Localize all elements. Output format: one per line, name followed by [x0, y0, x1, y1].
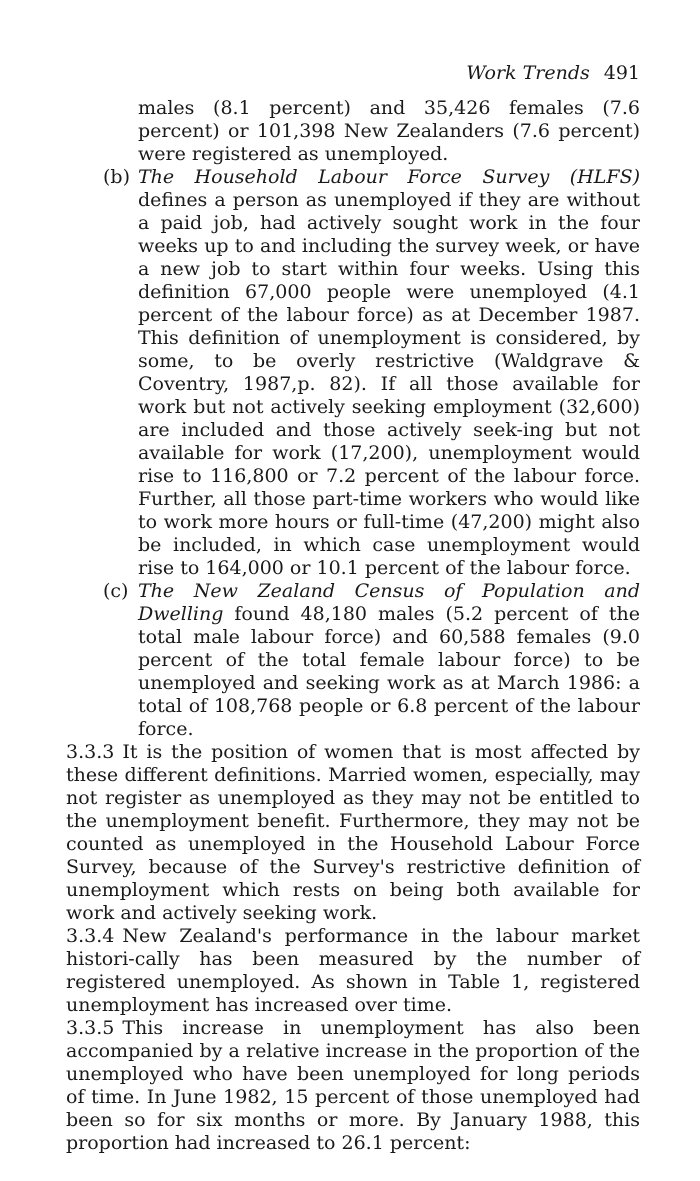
running-head: [66, 62, 640, 86]
section-3-3-5: [66, 1017, 640, 1155]
document-page: [66, 62, 640, 1155]
continuation-paragraph: males (8.1 percent) and 35,426 females (7.6 percent) or 101,398 New Zealanders (7.6 percent) were registered as unemployed.: [138, 97, 640, 165]
page-number: 491: [603, 62, 640, 84]
section-text: New Zealand's performance in the labour market histori-cally has been measured by the number of registered unemployed. As shown in Table 1, registered unemployment has increased over time.: [66, 925, 640, 1016]
list-marker: (b): [103, 166, 130, 188]
item-text: defines a person as unemployed if they are without a paid job, had actively sought work in the four weeks up to and including the survey week, or have a new job to start within four weeks. Using this definition 67,000 people were unemployed (4.1 percent of the labour force) as at December 1987. This definition of unemployment is considered, by some, to be overly restrictive (Waldgrave & Coventry, 1987,p. 82). If all those available for work but not actively seeking employment (32,600) are included and those actively seek-ing but not available for work (17,200), unemployment would rise to 116,800 or 7.2 percent of the labour force. Further, all those part-time workers who would like to work more hours or full-time (47,200) might also be included, in which case unemployment would rise to 164,000 or 10.1 percent of the labour force.: [138, 189, 640, 579]
section-number: 3.3.4: [66, 925, 115, 947]
item-text: found 48,180 males (5.2 percent of the total male labour force) and 60,588 females (9.0 percent of the total female labour force) to be unemployed and seeking work as at March 1986: a total of 108,768 people or 6.8 percent of the labour force.: [138, 603, 640, 740]
section-number: 3.3.5: [66, 1017, 115, 1039]
list-item-b: [66, 166, 640, 580]
item-title: The Household Labour Force Survey (HLFS): [138, 166, 640, 188]
section-3-3-3: [66, 741, 640, 925]
list-marker: (c): [103, 580, 129, 602]
section-text: It is the position of women that is most affected by these different definitions. Married women, especially, may not register as unemployed as they may not be entitled to the unemployment benefit. Furthermore, they may not be counted as unemployed in the Household Labour Force Survey, because of the Survey's restrictive definition of unemployment which rests on being both available for work and actively seeking work.: [66, 741, 640, 924]
section-number: 3.3.3: [66, 741, 115, 763]
section-3-3-4: [66, 925, 640, 1017]
list-item-c: [66, 580, 640, 741]
item-title: The New Zealand Census of Population and Dwelling: [138, 580, 640, 625]
running-title: Work Trends: [466, 62, 590, 84]
section-text: This increase in unemployment has also been accompanied by a relative increase in the proportion of the unemployed who have been unemployed for long periods of time. In June 1982, 15 percent of those unemployed had been so for six months or more. By January 1988, this proportion had increased to 26.1 percent:: [66, 1017, 640, 1154]
